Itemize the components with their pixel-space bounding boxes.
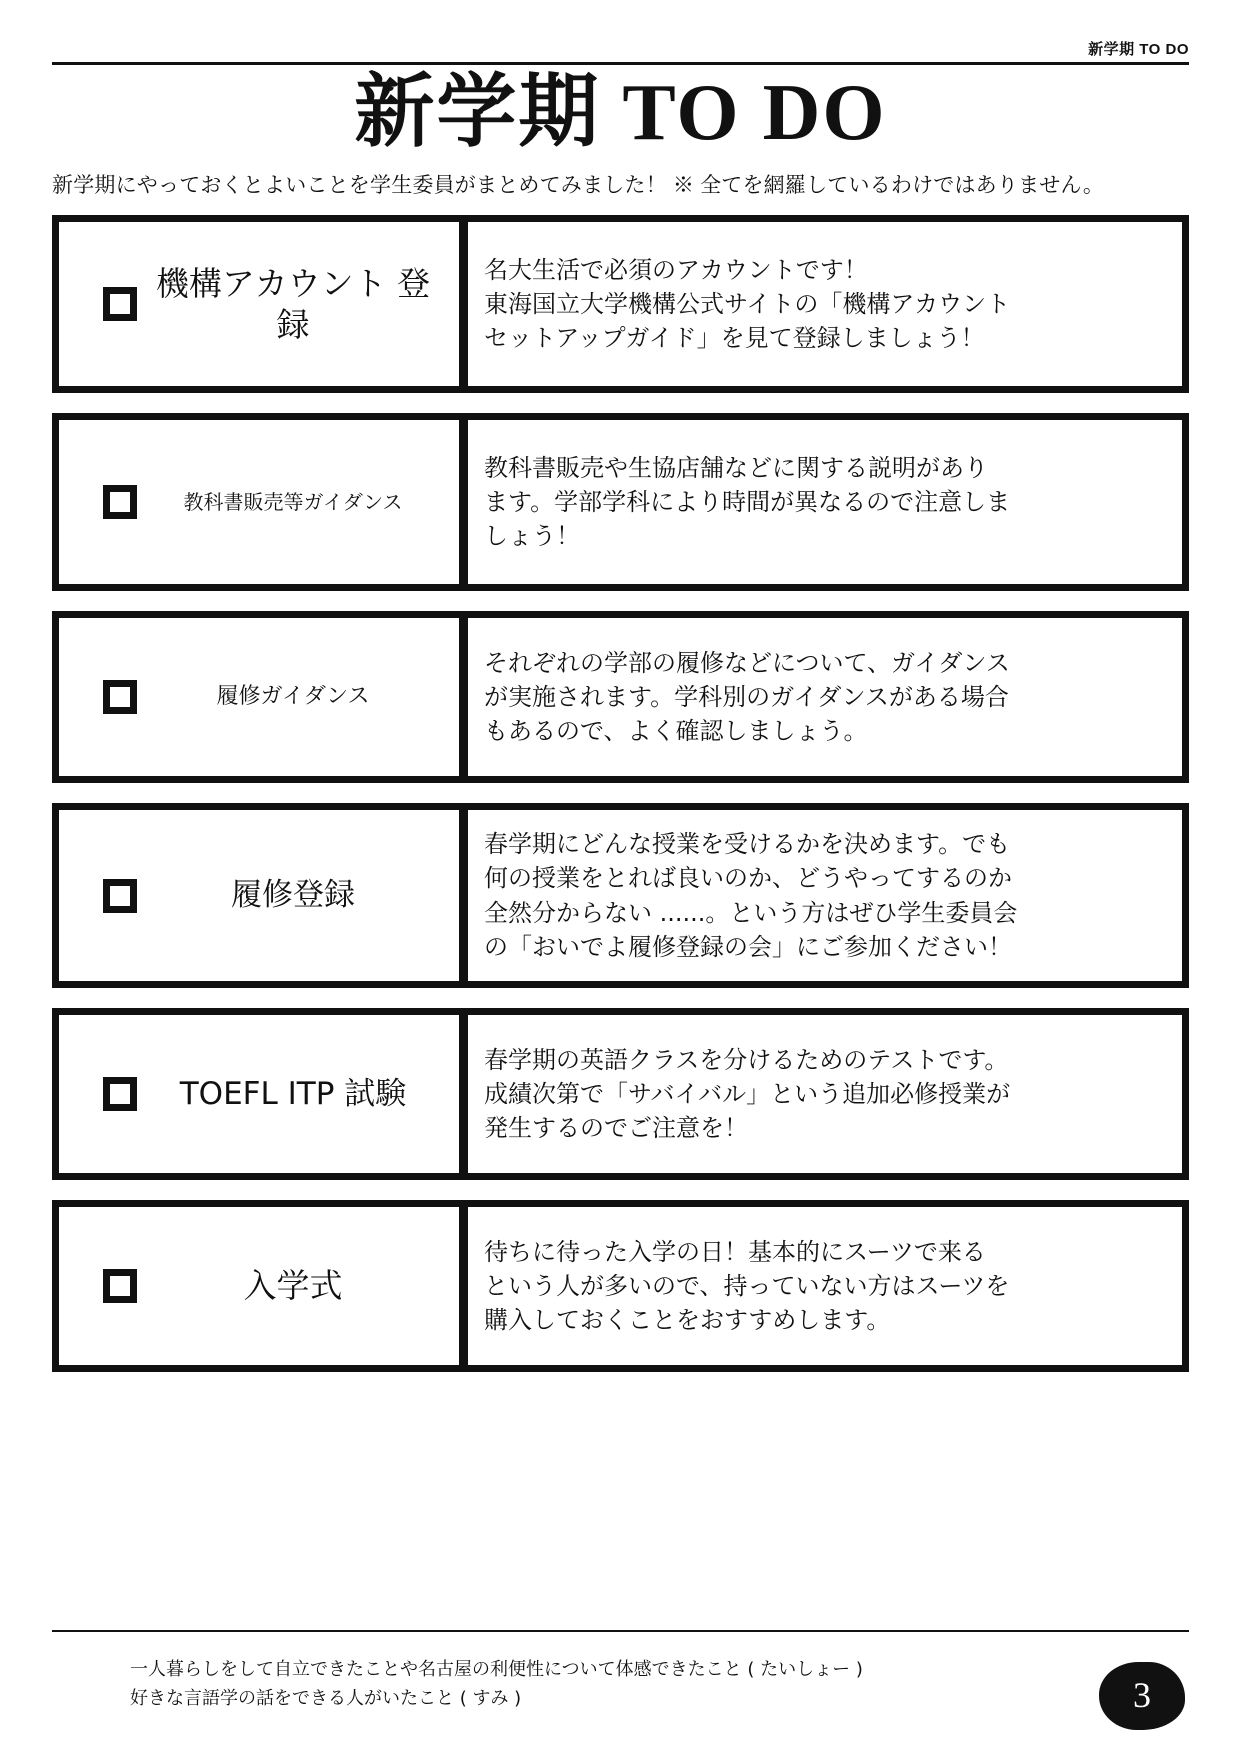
description-line: 春学期の英語クラスを分けるためのテストです。 [484,1045,1009,1074]
todo-item-description [484,253,1010,355]
todo-item-header [59,810,459,981]
footer-line: 好きな言語学の話をできる人がいたこと ( すみ ) [130,1688,522,1710]
todo-item-header [59,1015,459,1173]
footer-line: 一人暮らしをして自立できたことや名古屋の利便性について体感できたこと ( たいしょー ) [130,1658,863,1680]
todo-item-title [137,1075,449,1114]
description-line: 発生するのでご注意を！ [484,1114,748,1143]
header-divider [52,62,1189,65]
list-item [52,413,1189,591]
description-line: 教科書販売や生協店舗などに関する説明があり [484,453,988,482]
todo-item-description [484,646,1010,748]
todo-item-header [59,222,459,386]
page-title-jp: 新学期 [354,65,601,158]
description-line: 購入しておくことをおすすめします。 [484,1306,891,1335]
description-line: 名大生活で必須のアカウントです！ [484,255,868,284]
description-line: が実施されます。学科別のガイダンスがある場合 [484,682,1009,711]
todo-item-body [459,618,1182,776]
todo-item-title-line1: 履修ガイダンス [216,684,370,710]
description-line: 待ちに待った入学の日！基本的にスーツで来る [484,1237,986,1266]
description-line: 東海国立大学機構公式サイトの「機構アカウント [484,289,1011,318]
todo-item-description [484,451,1010,553]
todo-item-body [459,810,1182,981]
todo-item-description [484,1043,1010,1145]
description-line: それぞれの学部の履修などについて、ガイダンス [484,648,1010,677]
todo-item-title [137,683,449,711]
todo-item-title [137,490,449,515]
checkbox[interactable] [103,1077,137,1111]
todo-item-title-line1: 履修登録 [231,877,355,914]
todo-item-body [459,222,1182,386]
description-line: 春学期にどんな授業を受けるかを決めます。でも [484,830,1011,859]
list-item [52,215,1189,393]
list-item [52,1008,1189,1180]
todo-item-description [484,1235,1009,1337]
list-item [52,1200,1189,1372]
page-title-en: TO DO [600,69,887,157]
todo-item-title-line1: TOEFL ITP 試験 [179,1075,407,1112]
todo-item-body [459,1207,1182,1365]
todo-item-body [459,1015,1182,1173]
todo-item-header [59,420,459,584]
description-line: の「おいでよ履修登録の会」にご参加ください！ [484,932,1012,961]
footer-divider [52,1630,1189,1632]
description-line: 成績次第で「サバイバル」という追加必修授業が [484,1079,1011,1108]
todo-item-description [484,827,1017,963]
list-item [52,803,1189,988]
checkbox[interactable] [103,485,137,519]
todo-item-title [137,876,449,915]
description-line: セットアップガイド」を見て登録しましょう！ [484,324,985,353]
description-line: という人が多いので、持っていない方はスーツを [484,1271,1010,1300]
running-header: 新学期 TO DO [1088,41,1189,58]
todo-item-title [137,263,449,346]
checkbox[interactable] [103,680,137,714]
list-item [52,611,1189,783]
todo-item-title-line1: 教科書販売等ガイダンス [183,489,403,514]
description-line: 全然分からない ......。という方はぜひ学生委員会 [484,898,1018,927]
todo-item-title-line1: 入学式 [243,1266,343,1306]
checkbox[interactable] [103,287,137,321]
checkbox[interactable] [103,1269,137,1303]
description-line: もあるので、よく確認しましょう。 [484,717,868,746]
page-number: 3 [1133,1675,1151,1715]
todo-item-body [459,420,1182,584]
description-line: しょう！ [484,522,580,551]
todo-item-title-line2: 登録 [276,263,431,344]
checkbox[interactable] [103,879,137,913]
todo-list [52,215,1189,1372]
description-line: 何の授業をとれば良いのか、どうやってするのか [484,864,1012,893]
todo-item-title [137,1265,449,1306]
page-number-badge [1099,1662,1185,1730]
description-line: ます。学部学科により時間が異なるので注意しま [484,487,1011,516]
footer-note [130,1655,863,1714]
page-subtitle: 新学期にやっておくとよいことを学生委員がまとめてみました！ ※ 全てを網羅しているわけではありません。 [52,174,1105,197]
todo-item-header [59,1207,459,1365]
todo-item-header [59,618,459,776]
todo-item-title-line1: 機構アカウント [155,263,387,303]
page-title [52,0,1189,158]
